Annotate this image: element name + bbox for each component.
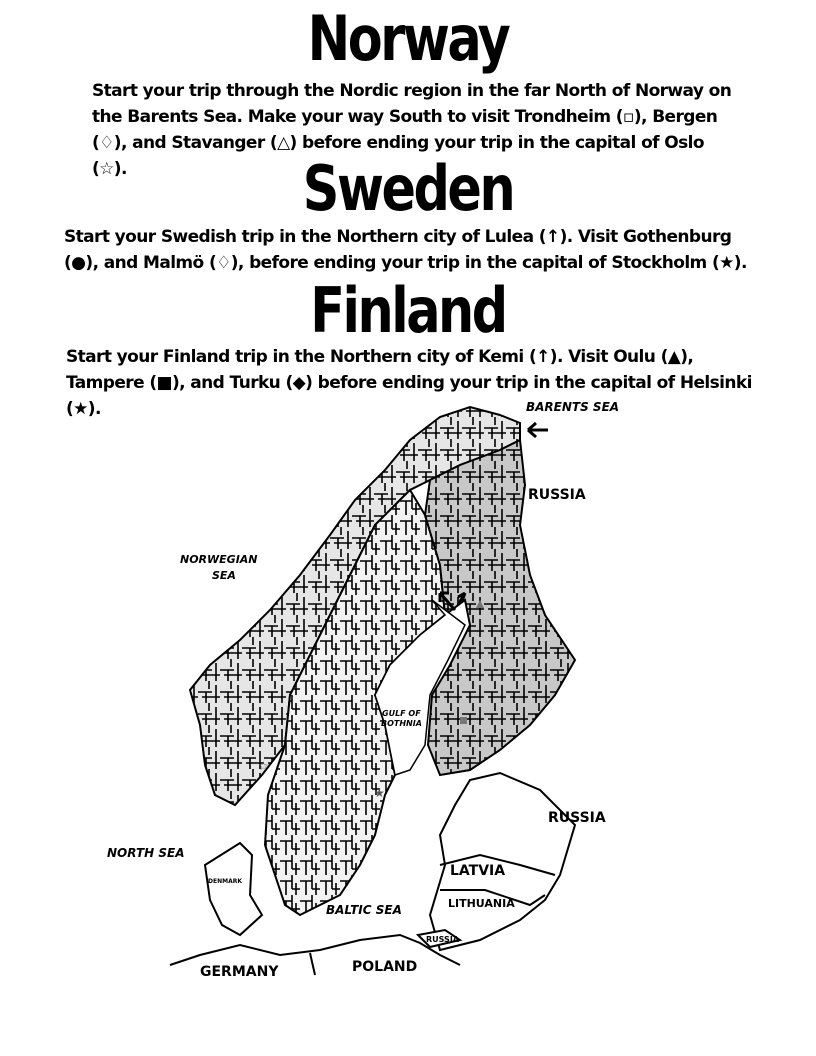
barents-start-arrow <box>528 423 548 437</box>
latvia-label: LATVIA <box>450 863 506 879</box>
barents-sea-label: BARENTS SEA <box>526 400 620 414</box>
germany-label: GERMANY <box>200 964 279 980</box>
finland-instructions: Start your Finland trip in the Northern city of Kemi (↑). Visit Oulu (▲), Tampere (■), and Turku (◆) before ending your trip in the capital of Helsinki (★). <box>66 347 752 419</box>
denmark-label: DENMARK <box>208 878 242 885</box>
baltic-sea-label: BALTIC SEA <box>326 903 402 917</box>
sweden-instructions: Start your Swedish trip in the Northern city of Lulea (↑). Visit Gothenburg (●), and Malmö (♢), before ending your trip in the capital of Stockholm (★). <box>64 227 747 273</box>
russia-north-label: RUSSIA <box>528 487 586 503</box>
scandinavia-maze-map <box>0 395 816 995</box>
gulf-of-bothnia-label-1: GULF OF <box>382 709 421 718</box>
poland-label: POLAND <box>352 959 418 975</box>
lithuania-label: LITHUANIA <box>448 897 515 910</box>
russia-east-label: RUSSIA <box>548 810 606 826</box>
gulf-of-bothnia-label-2: BOTHNIA <box>381 719 422 728</box>
sweden-title: Sweden <box>302 152 514 225</box>
denmark-outline <box>205 843 262 935</box>
tampere-marker <box>460 717 467 724</box>
north-sea-label: NORTH SEA <box>107 846 185 860</box>
russia-kaliningrad-label: RUSSIA <box>426 935 459 944</box>
norwegian-sea-label-1: NORWEGIAN <box>180 553 258 566</box>
oslo-marker: ☆ <box>258 759 269 773</box>
norway-instructions: Start your trip through the Nordic region in the far North of Norway on the Barents Sea. Make your way South to visit Trondheim (▫), Bergen (♢), and Stavanger (△) before ending your trip in the capital of Oslo (☆). <box>92 81 732 179</box>
norway-title: Norway <box>307 2 509 75</box>
finland-title: Finland <box>310 274 506 347</box>
stockholm-marker: ★ <box>374 786 385 800</box>
norwegian-sea-label-2: SEA <box>212 569 236 582</box>
